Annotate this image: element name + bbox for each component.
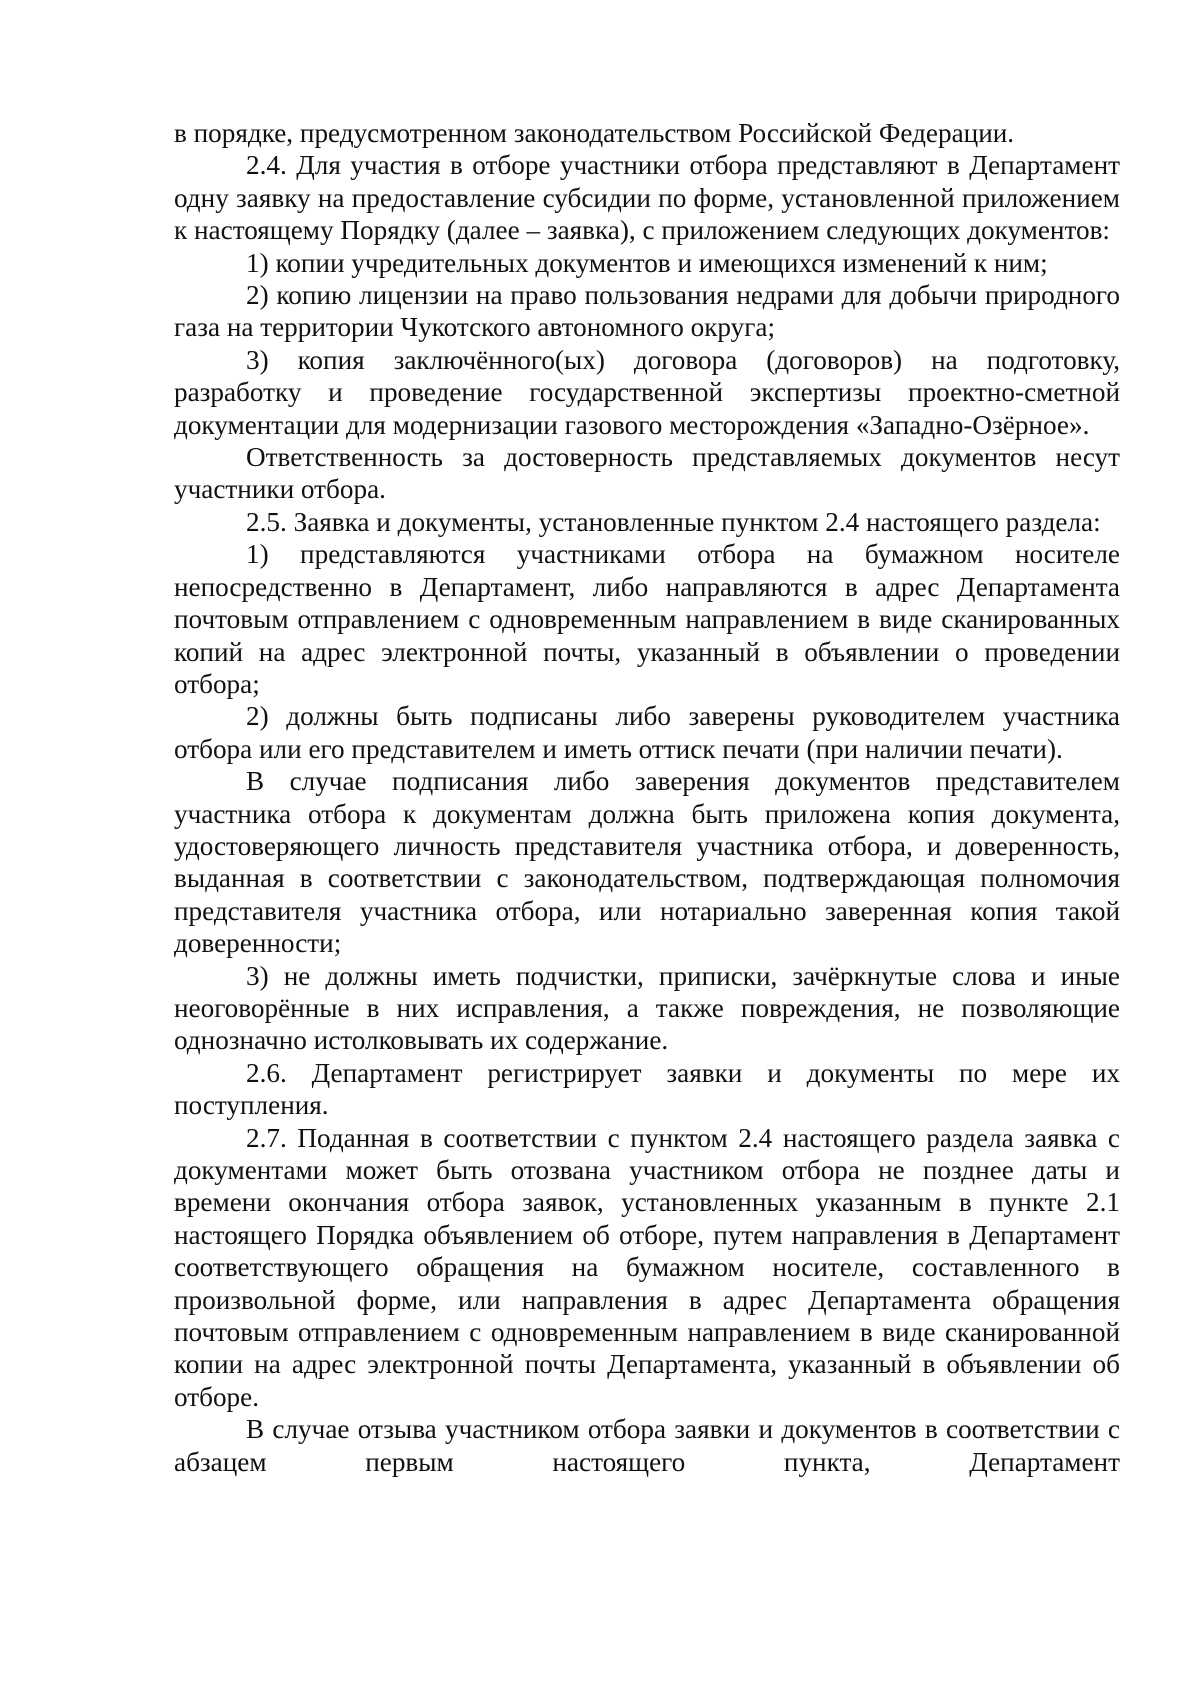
document-body [174, 117, 1120, 1478]
paragraph-9: 2) должны быть подписаны либо заверены руководителем участника отбора или его представителем и иметь оттиск печати (при наличии печати). [174, 701, 1120, 764]
paragraph-1: в порядке, предусмотренном законодательством Российской Федерации. [174, 118, 1015, 148]
paragraph-2: 2.4. Для участия в отборе участники отбора представляют в Департамент одну заявку на предоставление субсидии по форме, установленной приложением к настоящему Порядку (далее – заявка), с приложением следующих документов: [174, 150, 1120, 246]
paragraph-12: 2.6. Департамент регистрирует заявки и документы по мере их поступления. [174, 1057, 1120, 1121]
paragraph-11: 3) не должны иметь подчистки, приписки, зачёркнутые слова и иные неоговорённые в них исправления, а также повреждения, не позволяющие однозначно истолковывать их содержание. [174, 960, 1120, 1056]
paragraph-4: 2) копию лицензии на право пользования недрами для добычи природного газа на территории Чукотского автономного округа; [174, 280, 1120, 343]
paragraph-14: В случае отзыва участником отбора заявки и документов в соответствии с абзацем первым настоящего пункта, Департамент [174, 1414, 1120, 1477]
paragraph-8: 1) представляются участниками отбора на бумажном носителе непосредственно в Департамент, либо направляются в адрес Департамента почтовым отправлением с одновременным направлением в виде сканированных копий на адрес электронной почты, указанный в объявлении о проведении отбора; [174, 539, 1120, 699]
paragraph-7: 2.5. Заявка и документы, установленные пунктом 2.4 настоящего раздела: [246, 506, 1101, 537]
paragraph-6: Ответственность за достоверность представляемых документов несут участники отбора. [174, 442, 1120, 505]
paragraph-5: 3) копия заключённого(ых) договора (договоров) на подготовку, разработку и проведение государственной экспертизы проектно-сметной документации для модернизации газового месторождения «Западно-Озёрное». [174, 344, 1120, 440]
paragraph-10: В случае подписания либо заверения документов представителем участника отбора к документам должна быть приложена копия документа, удостоверяющего личность представителя участника отбора, и доверенность, выданная в соответствии с законодательством, подтверждающая полномочия представителя участника отбора, или нотариально заверенная копия такой доверенности; [174, 766, 1120, 959]
paragraph-13: 2.7. Поданная в соответствии с пунктом 2.4 настоящего раздела заявка с документами может быть отозвана участником отбора не позднее даты и времени окончания отбора заявок, установленных указанным в пункте 2.1 настоящего Порядка объявлением об отборе, путем направления в Департамент соответствующего обращения на бумажном носителе, составленного в произвольной форме, или направления в адрес Департамента обращения почтовым отправлением с одновременным направлением в виде сканированной копии на адрес электронной почты Департамента, указанный в объявлении об отборе. [174, 1122, 1120, 1412]
paragraph-3: 1) копии учредительных документов и имеющихся изменений к ним; [246, 247, 1048, 278]
